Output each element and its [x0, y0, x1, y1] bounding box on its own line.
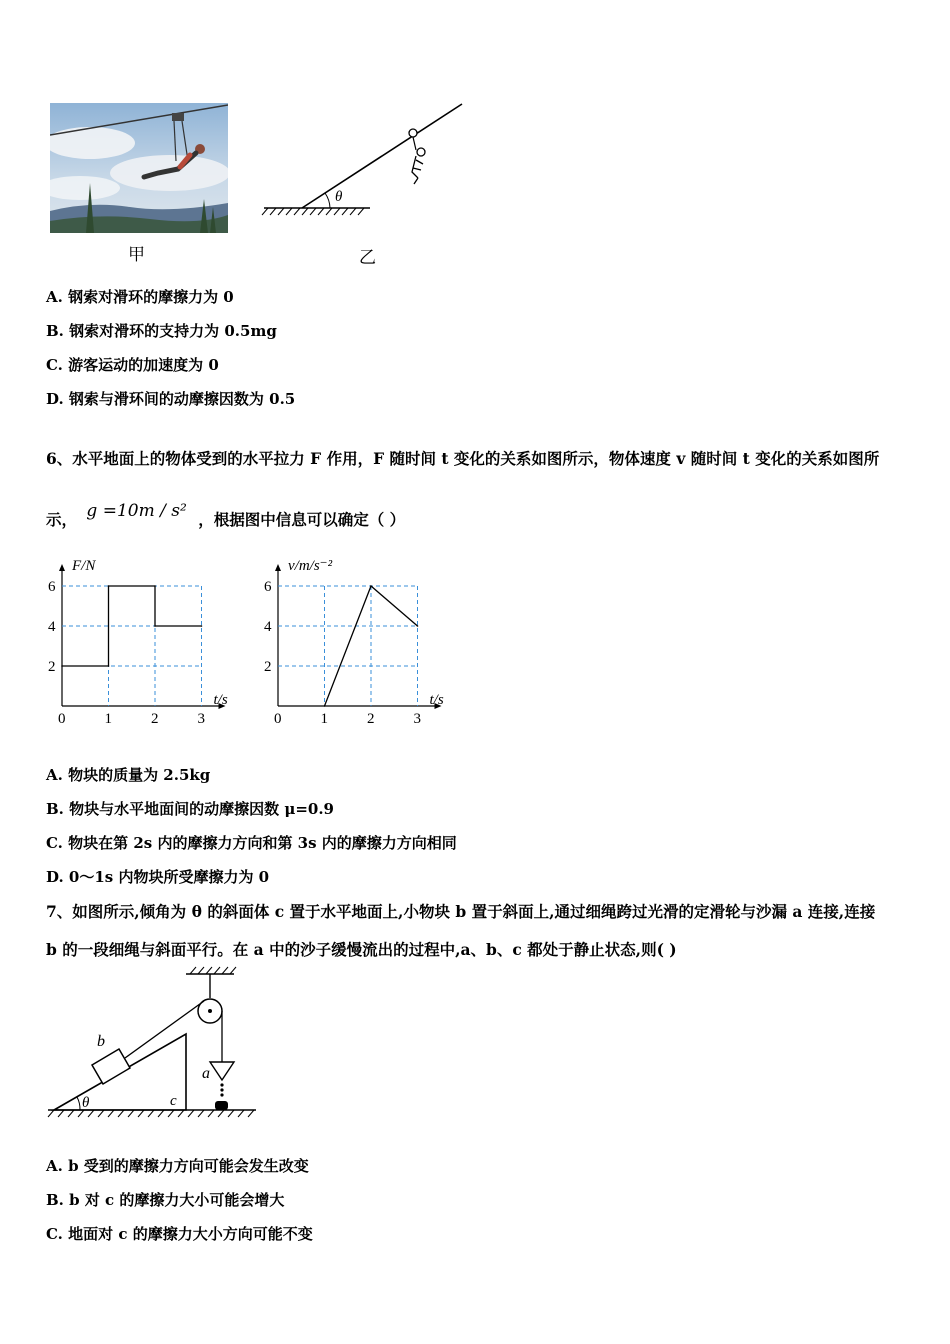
q7-stem-line1: 7、如图所示,倾角为 θ 的斜面体 c 置于水平地面上,小物块 b 置于斜面上,通过细绳跨过光滑的定滑轮与沙漏 a 连接,连接	[46, 902, 876, 921]
v-chart-data-point	[417, 625, 419, 627]
label-b: b	[97, 1033, 105, 1050]
photo-caption: 甲	[128, 245, 145, 265]
label-c: c	[170, 1093, 177, 1109]
q5-option-a: A. 钢索对滑环的摩擦力为 0	[46, 288, 234, 306]
v-chart-y-tick-label: 6	[264, 579, 272, 595]
q6-stem-line2	[46, 501, 406, 530]
f-chart-y-tick-label: 6	[48, 579, 56, 595]
q6-stem-prefix: 示，	[46, 510, 78, 529]
q5-option-b: B. 钢索对滑环的支持力为 0.5mg	[46, 322, 277, 340]
v-t-chart	[256, 552, 466, 732]
f-chart-data-point	[201, 625, 203, 627]
f-chart-data-point	[154, 625, 156, 627]
incline-diagram	[258, 98, 468, 216]
q7-stem-line2: b 的一段细绳与斜面平行。在 a 中的沙子缓慢流出的过程中,a、b、c 都处于静止状态,则( )	[46, 940, 677, 959]
f-chart-data-point	[154, 585, 156, 587]
f-chart-y-axis-label: F/N	[72, 558, 96, 574]
v-chart-x-tick-label: 2	[367, 711, 375, 727]
v-chart-x-tick-label: 0	[274, 711, 282, 727]
theta-label: θ	[82, 1095, 90, 1111]
f-chart-y-tick-label: 4	[48, 619, 56, 635]
f-chart-y-tick-label: 2	[48, 659, 56, 675]
v-chart-y-axis-label: v/m/s⁻²	[288, 558, 333, 574]
q6-stem-line1: 6、水平地面上的物体受到的水平拉力 F 作用，F 随时间 t 变化的关系如图所示，物体速度 v 随时间 t 变化的关系如图所	[46, 449, 880, 468]
v-chart-y-arrow	[275, 564, 281, 571]
q7-option-c: C. 地面对 c 的摩擦力大小方向可能不变	[46, 1225, 313, 1243]
q6-stem-suffix: ，根据图中信息可以确定（ ）	[198, 510, 406, 529]
q5-option-d: D. 钢索与滑环间的动摩擦因数为 0.5	[46, 390, 296, 408]
diagram-caption: 乙	[359, 248, 376, 268]
f-t-chart	[40, 552, 250, 732]
v-chart-y-tick-label: 2	[264, 659, 272, 675]
f-chart-y-arrow	[59, 564, 65, 571]
q6-option-d: D. 0～1s 内物块所受摩擦力为 0	[46, 868, 270, 886]
v-chart-y-tick-label: 4	[264, 619, 272, 635]
angle-label: θ	[335, 189, 343, 205]
f-chart-data-point	[108, 665, 110, 667]
f-chart-x-tick-label: 3	[197, 711, 205, 727]
q6-option-b: B. 物块与水平地面间的动摩擦因数 μ=0.9	[46, 800, 334, 818]
q6-option-a: A. 物块的质量为 2.5kg	[46, 766, 211, 784]
v-chart-data-point	[370, 585, 372, 587]
f-chart-data-point	[61, 665, 63, 667]
f-chart-x-axis-label: t/s	[213, 692, 228, 708]
f-chart-x-tick-label: 2	[151, 711, 159, 727]
q6-formula: g =10m / s²	[86, 501, 187, 521]
v-chart-x-axis-label: t/s	[429, 692, 444, 708]
pulley-incline-diagram	[44, 966, 260, 1126]
f-chart-x-tick-label: 0	[58, 711, 66, 727]
zipline-photo	[50, 103, 228, 233]
v-chart-x-tick-label: 1	[320, 711, 328, 727]
q7-option-b: B. b 对 c 的摩擦力大小可能会增大	[46, 1191, 285, 1209]
f-chart-x-tick-label: 1	[104, 711, 112, 727]
q7-option-a: A. b 受到的摩擦力方向可能会发生改变	[46, 1157, 309, 1175]
f-chart-series-line	[62, 586, 202, 666]
q5-option-c: C. 游客运动的加速度为 0	[46, 356, 219, 374]
v-chart-data-point	[324, 705, 326, 707]
q6-option-c: C. 物块在第 2s 内的摩擦力方向和第 3s 内的摩擦力方向相同	[46, 834, 457, 852]
label-a: a	[202, 1065, 210, 1082]
v-chart-x-tick-label: 3	[413, 711, 421, 727]
f-chart-data-point	[108, 585, 110, 587]
